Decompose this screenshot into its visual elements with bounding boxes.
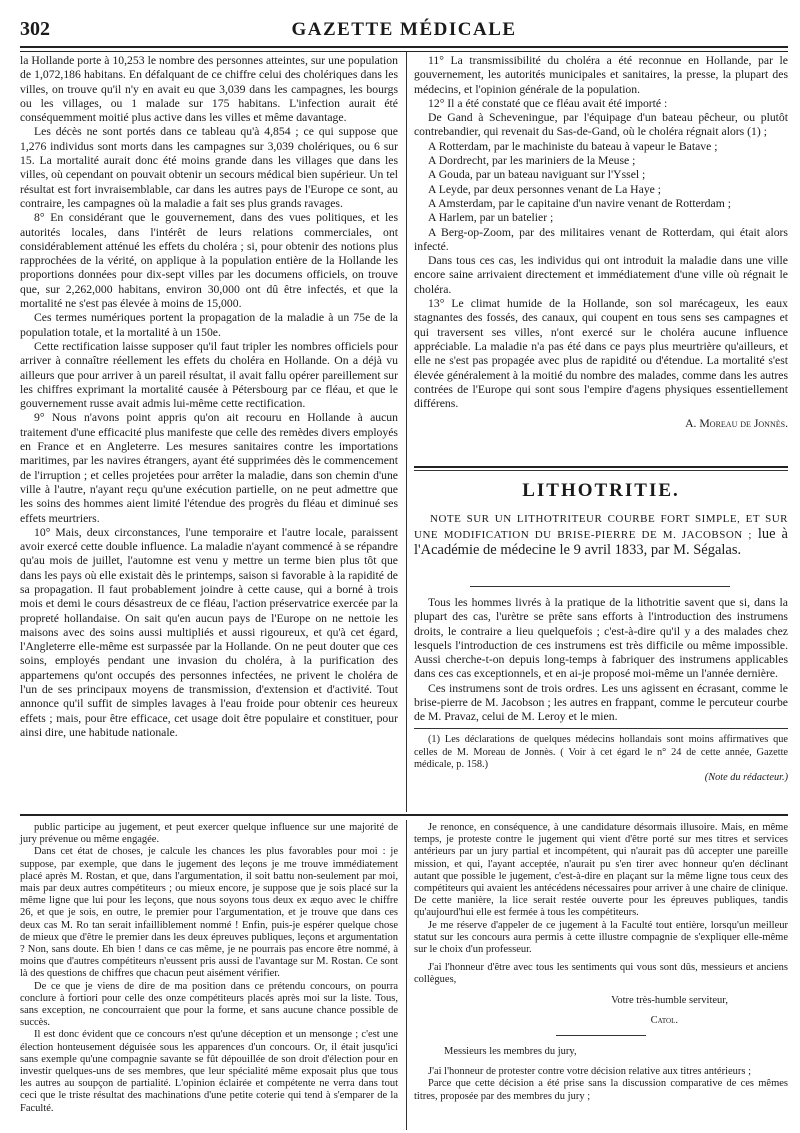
lower-right-paragraph: Je me réserve d'appeler de ce jugement à la Faculté tout entière, lorsqu'un meilleur statut sur les concours aura permis à cette illustre compagnie de s'expliquer elle-même sur le choix d'un professeur. xyxy=(414,919,788,956)
footnote xyxy=(414,734,788,784)
left-column xyxy=(20,54,398,740)
closing-line: Votre très-humble serviteur, xyxy=(611,994,728,1006)
footnote-rule xyxy=(414,728,788,729)
letter-rule xyxy=(556,1035,646,1036)
author-signature: A. Moreau de Jonnès. xyxy=(685,417,788,431)
column-divider xyxy=(406,52,407,812)
page-header xyxy=(20,18,788,42)
right-list-item: A Rotterdam, par le machiniste du bateau à vapeur le Batave ; xyxy=(428,139,718,153)
right-list-item: A Harlem, par un batelier ; xyxy=(428,211,554,225)
page-number: 302 xyxy=(20,18,50,40)
subtitle-body: lue à l'Académie de médecine le 9 avril 1833, par M. Ségalas. xyxy=(414,526,788,558)
left-paragraph: 8° En considérant que le gouvernement, dans des vues politiques, et les autorités locales, dans l'intérêt de leurs relations commerciales, ont considérablement atténué les effets du choléra ; si, pour obtenir des notions plus rapprochées de la vérité, on applique à la population entière de la Hollande les proportions données pour dix-sept villes par les documens officiels, on trouve que, sur 2,262,000 habitans, environ 30,000 ont dû être infectés, et que la mortalité ne s'est pas élevée à moins de 15,000. xyxy=(20,211,398,311)
right-paragraph: 11° La transmissibilité du choléra a été reconnue en Hollande, par le gouvernement, les autorités municipales et sanitaires, la presse, la plupart des médecins, et l'opinion générale de la population. xyxy=(414,54,788,96)
signer-name: Catol. xyxy=(650,1014,678,1026)
left-paragraph: Cette rectification laisse supposer qu'il faut tripler les nombres officiels pour arriver à connaître réellement les effets du choléra en Hollande. On a déjà vu ailleurs que pour arriver à un pareil résultat, il avait fallu opérer pareillement sur les chiffres exprimant la mortalité causée à Pétersbourg par ce fléau, et que le gouvernement russe avait admis lui-même cette rectification. xyxy=(20,339,398,411)
lower-left-paragraph: De ce que je viens de dire de ma position dans ce prétendu concours, on pourra conclure à fortiori pour celle des onze compétiteurs placés après moi sur la liste. Tous, sans exception, ne concourraient que pour la forme, et sans aucune chance possible de succès. xyxy=(20,980,398,1029)
section-rule-thin xyxy=(414,470,788,471)
editor-note: (Note du rédacteur.) xyxy=(704,771,788,783)
article-subtitle xyxy=(414,512,788,558)
lower-right-paragraph: J'ai l'honneur d'être avec tous les sentiments qui vous sont dûs, messieurs et anciens collègues, xyxy=(414,962,788,986)
lower-left-column xyxy=(20,822,398,1115)
lithotritie-paragraph: Ces instrumens sont de trois ordres. Les uns agissent en écrasant, comme le brise-pierre de M. Jacobson ; les autres en frappant, comme le percuteur courbe de M. Pravaz, celui de M. Leroy et le mien. xyxy=(414,681,788,724)
subtitle-rule xyxy=(470,586,730,587)
right-paragraph: De Gand à Scheveningue, par l'équipage d'un bateau pêcheur, ou plutôt contrebandier, qui revenait du Sas-de-Gand, où le choléra régnait alors (1) ; xyxy=(414,111,788,139)
header-rule xyxy=(20,46,788,52)
left-paragraph: Les décès ne sont portés dans ce tableau qu'à 4,854 ; ce qui suppose que 1,276 individus sont morts dans les campagnes sur 3,039 cholériques, ou 6 sur 15. La mortalité aurait donc été moins grande dans les villages que dans les villes, où cependant on pouvait obtenir un secours médical bien supérieur. Un tel résultat est fort invraisemblable, car dans les autres pays de l'Europe ce sont, au contraire, les campagnes où la maladie a fait ses plus grands ravages. xyxy=(20,125,398,210)
right-list-item: A Leyde, par deux personnes venant de La Haye ; xyxy=(428,182,662,196)
lower-right-paragraph: J'ai l'honneur de protester contre votre décision relative aux titres antérieurs ; xyxy=(428,1066,752,1078)
letter-address: Messieurs les membres du jury, xyxy=(444,1046,577,1058)
right-paragraph: 13° Le climat humide de la Hollande, son sol marécageux, les eaux stagnantes des fossés, des canaux, qui coupent en tous sens ses campagnes et qui traversent ses villes, n'ont exercé sur le choléra aucune influence appréciable. La maladie n'a pas été dans ce pays plus meurtrière qu'ailleurs, et elle ne s'est pas propagée avec plus de rapidité ou d'étendue. La mortalité s'est élevée généralement à la moitié du nombre des malades, comme dans les autres contrées de l'Europe qui sont sous l'empire d'agens physiques essentiellement différens. xyxy=(414,297,788,411)
lower-right-paragraph: Je renonce, en conséquence, à une candidature désormais illusoire. Mais, en même temps, je proteste contre le jugement qui vient d'être porté sur mes titres et services antérieurs par un jury partial et incompétent, qui n'aurait pas dû accepter une pareille mission, et qui, l'ayant acceptée, n'aurait pu s'en tirer avec honneur qu'en déclinant autant que possible le jugement, c'est-à-dire en plaçant sur la même ligne tous ceux des compétiteurs qui avaient les antécédens nécessaires pour arriver à une chaire de clinique. De cette manière, la lice serait restée ouverte pour les épreuves publiques, tandis qu'aujourd'hui elle est fermée à tous les compétiteurs. xyxy=(414,822,788,919)
lower-left-paragraph: public participe au jugement, et peut exercer quelque influence sur une majorité de jury prévenue ou même engagée. xyxy=(20,822,398,846)
lithotritie-body xyxy=(414,596,788,725)
section-rule xyxy=(414,466,788,468)
newspaper-page xyxy=(20,0,788,1133)
right-list-item: A Gouda, par un bateau naviguant sur l'Yssel ; xyxy=(428,168,646,182)
right-list-item: A Berg-op-Zoom, par des militaires venant de Rotterdam, qui était alors infecté. xyxy=(414,225,788,253)
right-list-item: A Dordrecht, par les mariniers de la Meuse ; xyxy=(428,154,636,168)
lower-left-paragraph: Dans cet état de choses, je calcule les chances les plus favorables pour moi : je suppose, par exemple, que dans le jugement des leçons je me trouve immédiatement placé après M. Rostan, et que, dans l'argumentation, il soit battu non-seulement par moi, mais par deux autres compétiteurs ; ou mieux encore, je suppose que je sois placé sur la même ligne que lui pour les leçons, que nous soyons tous deux ex æquo avec le chiffre 26, et que je sois, en outre, le premier pour l'argumentation, et je trouve que dans ces deux cas M. Ro tan serait infailliblement nommé ! Enfin, puis-je espérer quelque chose de mieux que d'être le premier dans les deux épreuves publiques, leçons et argumentation ? Non, sans doute. Eh bien ! dans ce cas même, je ne pourrais pas encore être nommé, à moins que d'autres compétiteurs n'eussent pris aussi de l'avantage sur M. Rostan. Ce sont là des questions de chiffres que chacun peut aisément vérifier. xyxy=(20,846,398,980)
lower-right-column xyxy=(414,822,788,1103)
section-divider xyxy=(20,814,788,816)
subtitle-caps: NOTE SUR UN LITHOTRITEUR COURBE FORT SIMPLE, ET SUR UNE MODIFICATION DU BRISE-PIERRE DE M. JACOBSON ; xyxy=(414,513,788,541)
lower-left-paragraph: Il est donc évident que ce concours n'est qu'une déception et un mensonge ; c'est une élection honteusement déguisée sous les apparences d'un concours. Or, il était jusqu'ici sans exemple qu'une compagnie savante se fût dépouillée de son droit d'élection pour en investir quelques-uns de ses membres, que leur spécialité même exposait plus que tous les autres au soupçon de partialité. L'opinion éclairée et compétente ne verra dans tout ceci que le triste résultat des machinations d'une petite coterie qui tend à s'emparer de la Faculté. xyxy=(20,1029,398,1114)
right-paragraph: Dans tous ces cas, les individus qui ont introduit la maladie dans une ville encore saine arrivaient directement et immédiatement d'une ville où régnait le choléra. xyxy=(414,254,788,296)
left-paragraph: 10° Mais, deux circonstances, l'une temporaire et l'autre locale, paraissent avoir exercé cette double influence. La maladie n'ayant commencé à se répandre qu'au mois de juillet, l'automne est venu y mettre un terme bien plus tôt que dans les pays où elle existait dès le printemps, saison si favorable à la rapidité de sa propagation. Il faut probablement joindre à cette cause, qui a borné à trois mois et demi le cours désastreux de ce fléau, l'action préservatrice exercée par la propreté hollandaise. On sait qu'en aucun pays de l'Europe on ne nettoie les maisons avec des soins aussi multipliés et aussi rigoureux, et qu'à cet égard, l'Angleterre elle-même est surpassée par la Hollande. On ne peut douter que ces soins, employés pendant une invasion du choléra, à la purification des appartemens qu'ont occupés des personnes infectées, ne privent le choléra de l'un de ses principaux moyens de transmission, d'extension et d'activité. Tout annonce qu'il suffit de simples lavages à l'eau froide pour obtenir ces heureux effets ; mais, pour être efficace, cet usage doit être populaire et constituer, pour ainsi dire, une habitude nationale. xyxy=(20,525,398,739)
right-column-top xyxy=(414,54,788,432)
lower-right-paragraph: Parce que cette décision a été prise sans la discussion comparative de ces mêmes titres, proposée par des membres du jury ; xyxy=(414,1078,788,1102)
journal-title: GAZETTE MÉDICALE xyxy=(291,19,517,40)
left-paragraph: 9° Nous n'avons point appris qu'on ait recouru en Hollande à aucun traitement d'une efficacité plus manifeste que celle des remèdes divers employés en France et en Angleterre. Les mesures sanitaires contre les importations maritimes, par les navires étrangers, ayant été supprimées dès le commencement de l'irruption ; et celles projetées pour arrêter la maladie, dans son chemin d'une ville à l'autre, n'ayant reçu qu'une exécution partielle, on ne peut admettre que les soins des hommes aient limité l'étendue des progrès du fléau et diminué ses effets meurtriers. xyxy=(20,411,398,525)
section-title: LITHOTRITIE. xyxy=(522,480,680,501)
lower-column-divider xyxy=(406,820,407,1130)
right-paragraph: 12° Il a été constaté que ce fléau avait été importé : xyxy=(428,96,668,110)
left-paragraph: la Hollande porte à 10,253 le nombre des personnes atteintes, sur une population de 1,072,186 habitans. En défalquant de ce chiffre celui des cholériques dans les villes, on trouve qu'il n'y en avait eu que 3,039 dans les campagnes, les bourgs ou les villages, ou 1 malade sur 175 habitans. L'infection aurait été conséquemment moitié plus active dans les villes et même davantage. xyxy=(20,54,398,125)
footnote-text: (1) Les déclarations de quelques médecins hollandais sont moins affirmatives que celles de M. Moreau de Jonnès. ( Voir à cet égard le n° 24 de cette année, Gazette médicale, p. 158.) xyxy=(414,734,788,770)
left-paragraph: Ces termes numériques portent la propagation de la maladie à un 75e de la population totale, et la mortalité à un 150e. xyxy=(20,311,398,339)
right-list-item: A Amsterdam, par le capitaine d'un navire venant de Rotterdam ; xyxy=(428,196,731,210)
lithotritie-paragraph: Tous les hommes livrés à la pratique de la lithotritie savent que si, dans la plupart des cas, l'urètre se prête sans efforts à l'introduction des instrumens droits, le contraire a lieu quelquefois ; c'est-à-dire qu'il y a des malades chez lesquels l'introduction de ces instrumens est très difficile ou même impossible. Aussi cherche-t-on depuis long-temps à fabriquer des instrumens applicables dans ces cas exceptionnels, et en ai-je proposé moi-même un l'année dernière. xyxy=(414,596,788,681)
